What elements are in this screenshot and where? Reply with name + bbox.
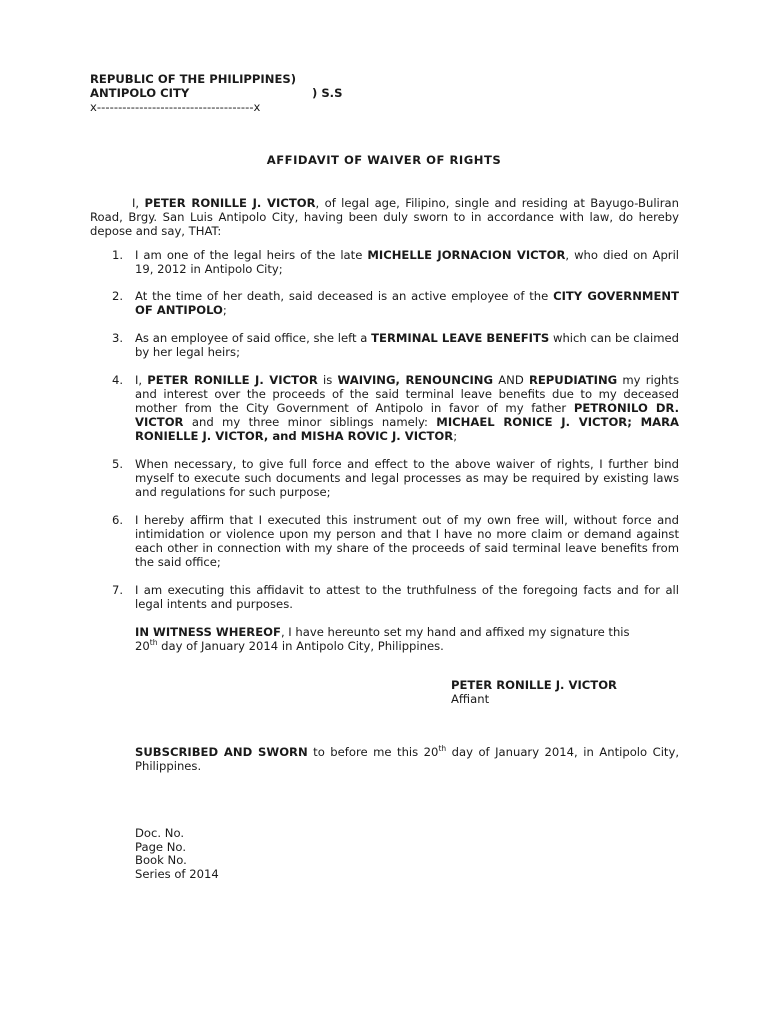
witness-text: , I have hereunto set my hand and affixed my signature this xyxy=(280,625,630,639)
intro-post: , of legal age, Filipino, single and residing at Bayugo-Buliran Road, Brgy. San Luis Antipolo City, having been duly sworn to in accordance with law, do hereby depose and say, THAT: xyxy=(90,196,679,238)
item-number: 1. xyxy=(112,248,124,262)
jurat-text: day of January 2014, in Antipolo City, Philippines. xyxy=(135,745,680,773)
item-text: I am one of the legal heirs of the late xyxy=(135,248,368,262)
affiant-name: PETER RONILLE J. VICTOR xyxy=(147,373,318,387)
doc-no: Doc. No. xyxy=(135,826,185,840)
father-name: PETRONILO DR. VICTOR xyxy=(135,401,679,429)
list-item xyxy=(112,583,679,611)
book-no: Book No. xyxy=(135,853,187,867)
venue-city: ANTIPOLO CITY xyxy=(90,86,190,100)
item-number: 4. xyxy=(112,373,124,387)
item-text: When necessary, to give full force and effect to the above waiver of rights, I further bind myself to execute such documents and legal processes as may be required by existing laws and regulations for such purpose; xyxy=(135,457,679,499)
item-number: 6. xyxy=(112,513,124,527)
list-item xyxy=(112,331,679,359)
witness-day-suffix: th xyxy=(149,638,158,647)
waiver-terms: WAIVING, RENOUNCING xyxy=(337,373,494,387)
jurat-day-suffix: th xyxy=(438,744,447,753)
item-text: I am executing this affidavit to attest to the truthfulness of the foregoing facts and for all legal intents and purposes. xyxy=(135,583,679,611)
item-text: At the time of her death, said deceased is an active employee of the xyxy=(135,289,554,303)
page-no: Page No. xyxy=(135,840,186,854)
item-text: is xyxy=(317,373,338,387)
document-title: AFFIDAVIT OF WAIVER OF RIGHTS xyxy=(266,153,502,167)
venue-separator: x-------------------------------------x xyxy=(90,100,261,114)
witness-text: day of January 2014 in Antipolo City, Philippines. xyxy=(157,639,444,653)
item-text: ; xyxy=(453,429,458,443)
item-number: 2. xyxy=(112,289,124,303)
siblings-names: MICHAEL RONICE J. VICTOR; MARA RONIELLE J. VICTOR, and MISHA ROVIC J. VICTOR xyxy=(135,415,680,443)
item-text: I, xyxy=(135,373,148,387)
item-number: 3. xyxy=(112,331,124,345)
item-number: 5. xyxy=(112,457,124,471)
item-text: ; xyxy=(222,303,227,317)
item-number: 7. xyxy=(112,583,124,597)
item-text: which can be claimed by her legal heirs; xyxy=(135,331,679,359)
jurat-heading: SUBSCRIBED AND SWORN xyxy=(135,745,308,759)
witness-heading: IN WITNESS WHEREOF xyxy=(135,625,281,639)
item-text: my rights and interest over the proceeds of the said terminal leave benefits due to my deceased mother from the City Government of Antipolo in favor of my father xyxy=(135,373,679,415)
decedent-name: MICHELLE JORNACION VICTOR xyxy=(367,248,566,262)
item-text: and my three minor siblings namely: xyxy=(183,415,437,429)
witness-day: 20 xyxy=(135,639,150,653)
jurat-text: to before me this 20 xyxy=(307,745,439,759)
item-text: As an employee of said office, she left a xyxy=(135,331,372,345)
benefit-name: TERMINAL LEAVE BENEFITS xyxy=(371,331,550,345)
list-item xyxy=(112,289,679,317)
item-text: I hereby affirm that I executed this instrument out of my own free will, without force and intimidation or violence upon my person and that I have no more claim or demand against each other in connection with my share of the proceeds of said terminal leave benefits from the said office; xyxy=(135,513,679,569)
waiver-terms: REPUDIATING xyxy=(528,373,618,387)
list-item xyxy=(112,513,679,569)
list-item xyxy=(112,248,679,276)
venue-republic: REPUBLIC OF THE PHILIPPINES) xyxy=(90,72,297,86)
affiant-name: PETER RONILLE J. VICTOR xyxy=(144,196,316,210)
venue-ss: ) S.S xyxy=(312,86,343,100)
item-text: AND xyxy=(493,373,529,387)
signature-role: Affiant xyxy=(451,692,490,706)
intro-pre: I, xyxy=(132,196,145,210)
list-item xyxy=(112,457,679,499)
series-no: Series of 2014 xyxy=(135,867,219,881)
intro-paragraph xyxy=(90,196,679,238)
employer-name: CITY GOVERNMENT OF ANTIPOLO xyxy=(135,289,679,317)
signature-name: PETER RONILLE J. VICTOR xyxy=(451,678,617,692)
item-text: , who died on April 19, 2012 in Antipolo City; xyxy=(135,248,680,276)
jurat-paragraph xyxy=(135,745,679,773)
list-item xyxy=(112,373,679,443)
witness-paragraph xyxy=(135,625,679,653)
